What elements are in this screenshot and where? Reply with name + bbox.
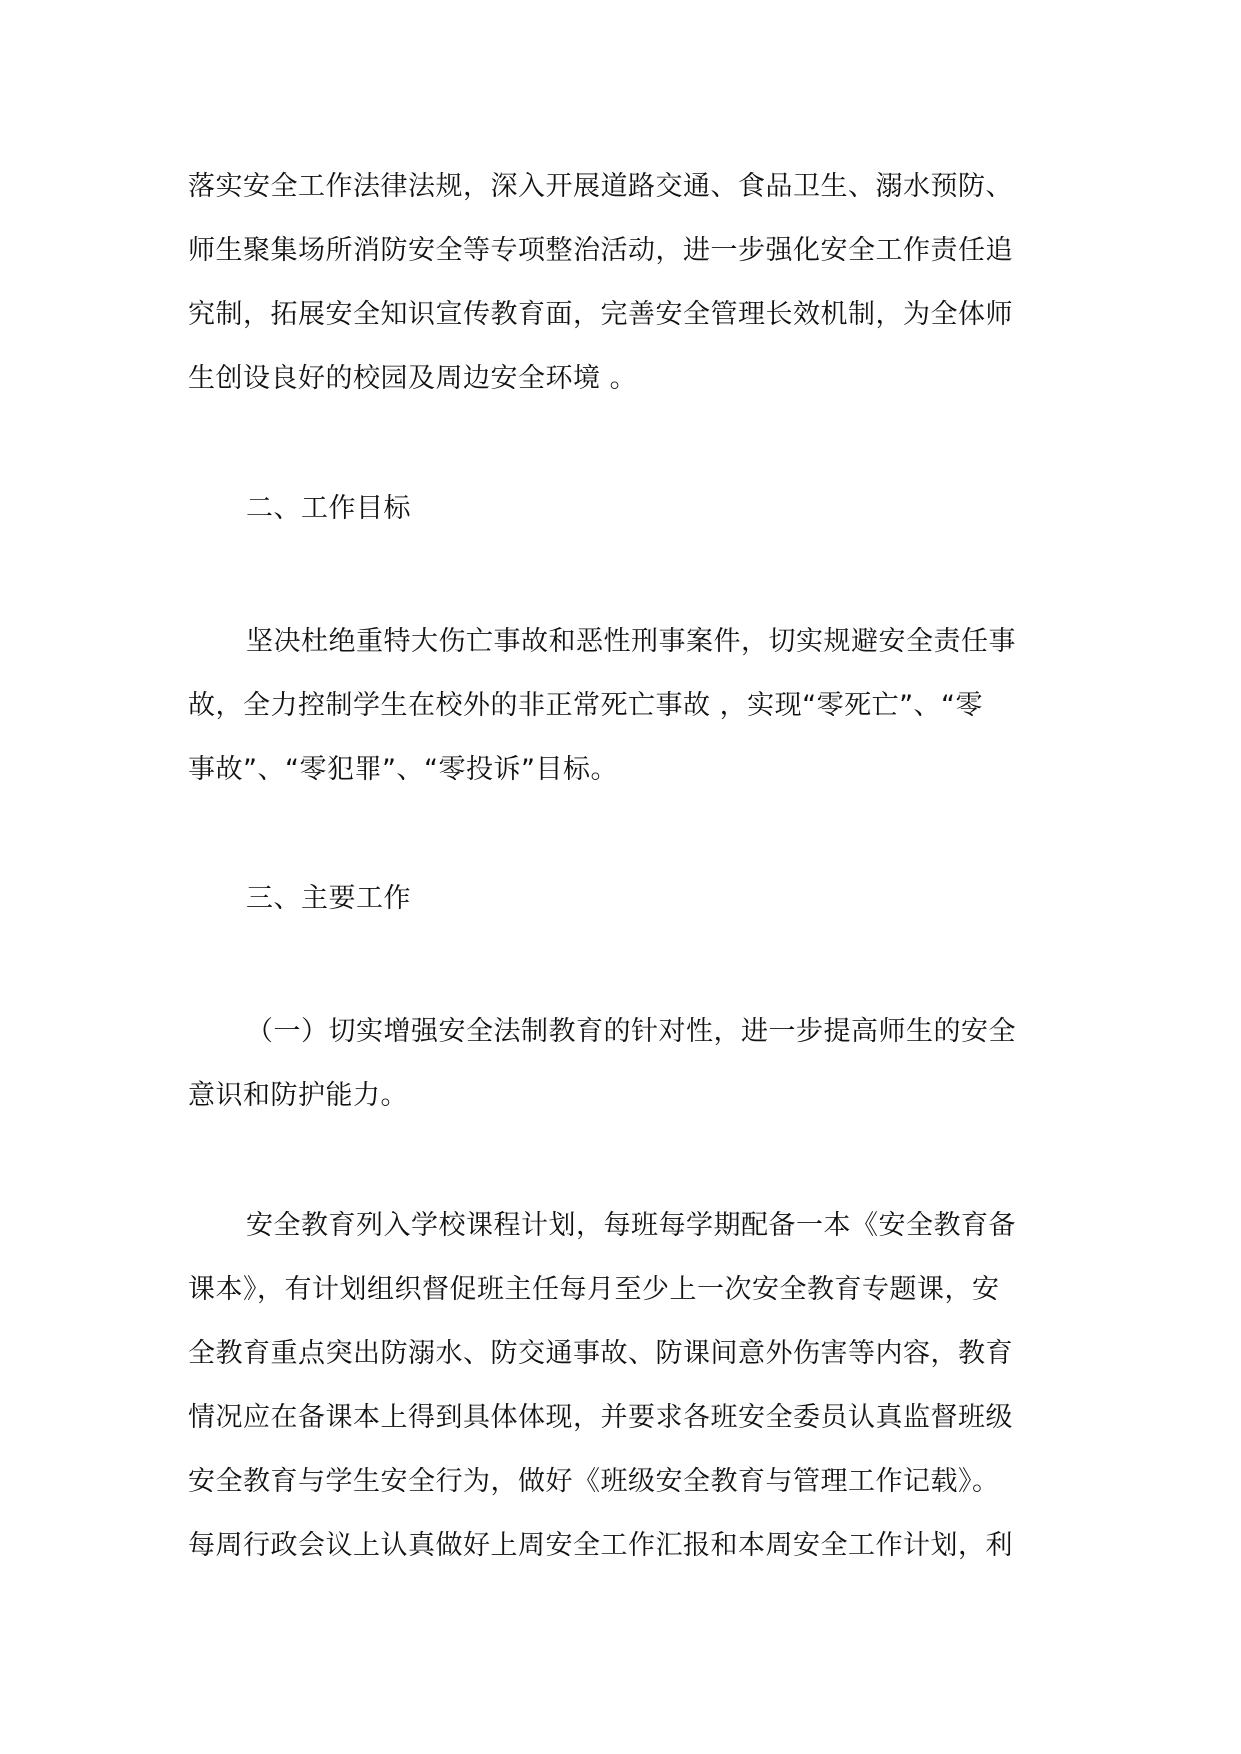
text-line: 安全教育列入学校课程计划，每班每学期配备一本《安全教育备 <box>246 1210 1016 1241</box>
section-heading-main-work <box>188 867 1068 931</box>
text-line: 每周行政会议上认真做好上周安全工作汇报和本周安全工作计划，利 <box>188 1530 1013 1561</box>
text-line: 落实安全工作法律法规，深入开展道路交通、食品卫生、溺水预防、 <box>188 171 1013 202</box>
text-line: 全教育重点突出防溺水、防交通事故、防课间意外伤害等内容，教育 <box>188 1338 1013 1369</box>
section-heading-goals <box>188 477 1068 541</box>
paragraph-intro <box>188 155 1068 411</box>
heading-text: 二、工作目标 <box>246 493 411 524</box>
text-line: 师生聚集场所消防安全等专项整治活动，进一步强化安全工作责任追 <box>188 235 1013 266</box>
text-line: 课本》，有计划组织督促班主任每月至少上一次安全教育专题课，安 <box>188 1274 1000 1305</box>
subsection-heading-1 <box>188 1000 1068 1128</box>
text-line: 事故”、“零犯罪”、“零投诉”目标。 <box>188 754 618 785</box>
text-line: 坚决杜绝重特大伤亡事故和恶性刑事案件，切实规避安全责任事 <box>246 626 1016 657</box>
paragraph-safety-education <box>188 1194 1068 1578</box>
heading-text: 三、主要工作 <box>246 883 411 914</box>
text-line: 故，全力控制学生在校外的非正常死亡事故 ，实现“零死亡”、“零 <box>188 690 984 721</box>
text-line: 究制，拓展安全知识宣传教育面，完善安全管理长效机制，为全体师 <box>188 299 1013 330</box>
text-line: 生创设良好的校园及周边安全环境 。 <box>188 363 638 394</box>
paragraph-goals <box>188 610 1068 802</box>
text-line: 安全教育与学生安全行为，做好《班级安全教育与管理工作记载》。 <box>188 1466 1000 1497</box>
text-line: 意识和防护能力。 <box>188 1080 408 1111</box>
text-line: （一）切实增强安全法制教育的针对性，进一步提高师生的安全 <box>246 1016 1016 1047</box>
text-line: 情况应在备课本上得到具体体现，并要求各班安全委员认真监督班级 <box>188 1402 1013 1433</box>
